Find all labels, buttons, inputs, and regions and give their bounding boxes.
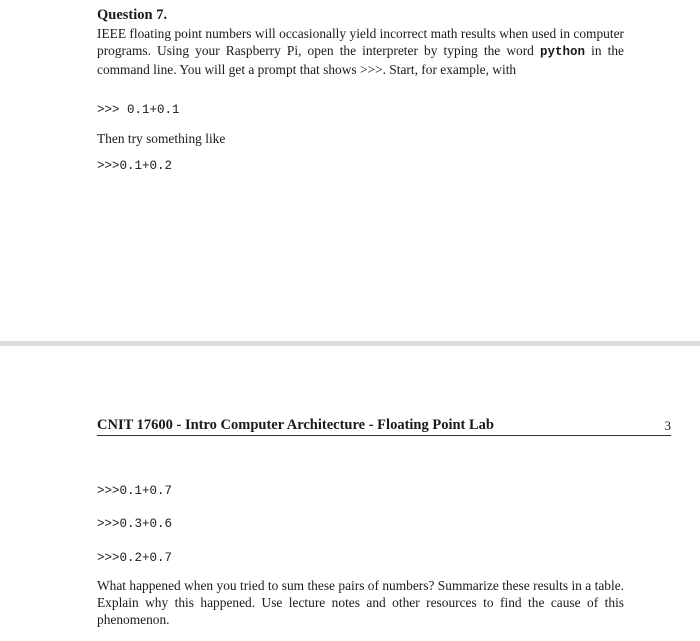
question-text-before: IEEE floating point numbers will occasionally yield incorrect math results when used in computer programs. Using your Raspberry Pi, open the interpreter by typing the word bbox=[97, 26, 624, 58]
code-example-1: >>> 0.1+0.1 bbox=[97, 103, 180, 117]
page-number: 3 bbox=[664, 418, 671, 433]
header-title: CNIT 17600 - Intro Computer Architecture - Floating Point Lab bbox=[97, 417, 495, 433]
then-try-text: Then try something like bbox=[97, 131, 226, 146]
question-title: Question 7. bbox=[97, 7, 168, 23]
code-example-3: >>>0.1+0.7 bbox=[97, 484, 173, 498]
code-example-2: >>>0.1+0.2 bbox=[97, 159, 173, 173]
question-text-after: in the command line. You will get a prompt that shows >>>. Start, for example, with bbox=[97, 43, 624, 77]
python-keyword: python bbox=[539, 45, 585, 59]
page-separator bbox=[0, 341, 700, 346]
summary-paragraph: What happened when you tried to sum these pairs of numbers? Summarize these results in a table. Explain why this happened. Use lecture notes and other resources to find the cause of this phenomenon. bbox=[97, 578, 624, 627]
question-paragraph bbox=[97, 25, 624, 78]
page-header bbox=[97, 416, 671, 436]
code-example-4: >>>0.3+0.6 bbox=[97, 517, 173, 531]
code-example-5: >>>0.2+0.7 bbox=[97, 551, 173, 565]
